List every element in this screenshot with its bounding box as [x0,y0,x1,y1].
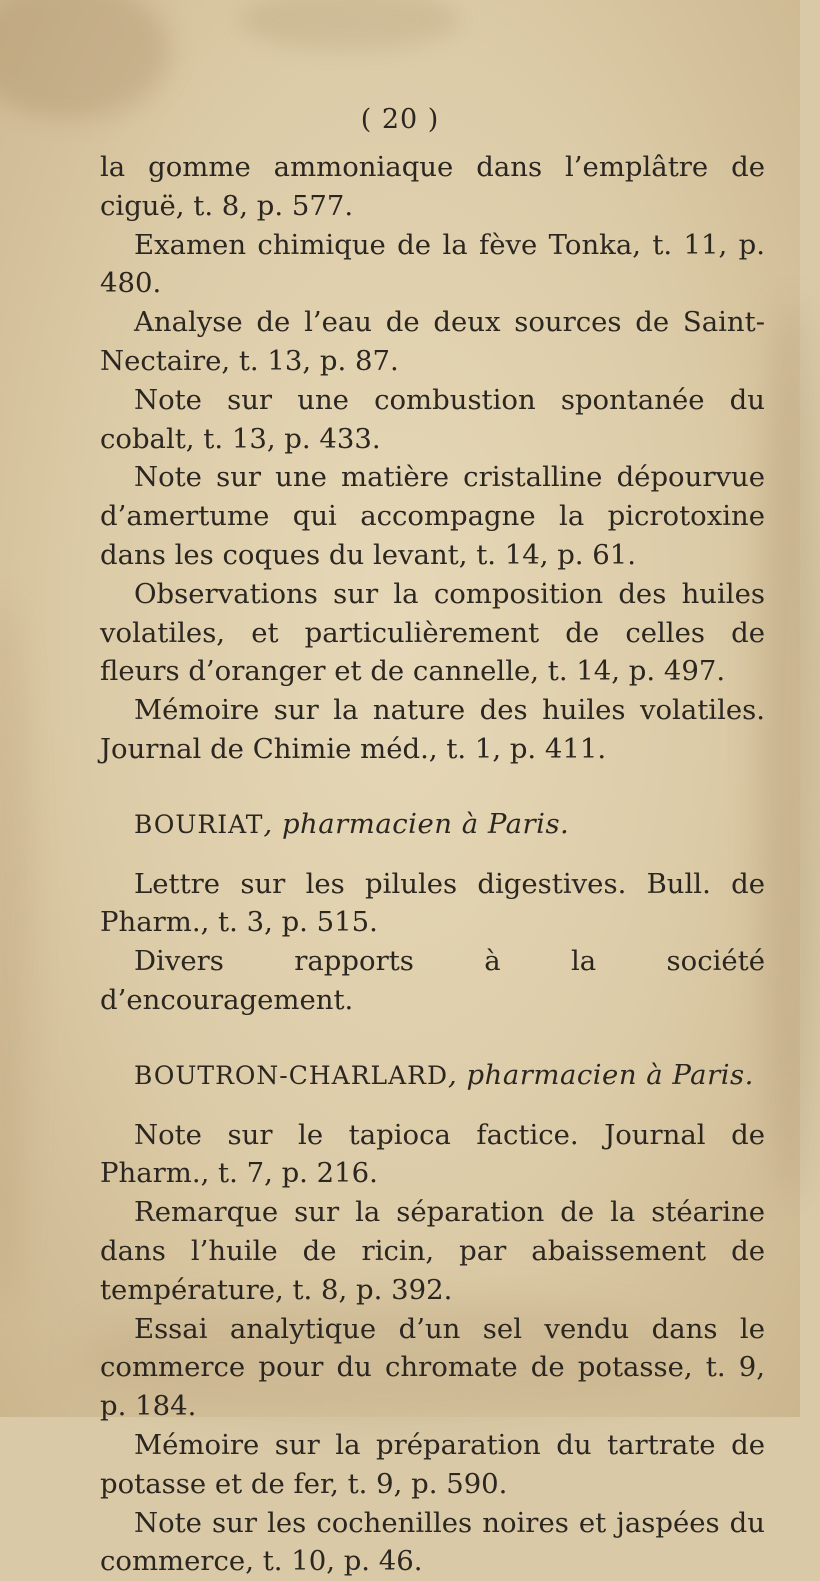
entry-paragraph: Remarque sur la séparation de la stéarine dans l’huile de ricin, par abaissement de température, t. 8, p. 392. [100,1193,765,1309]
entry-paragraph: Observations sur la composition des huiles volatiles, et particulièrement de celles de fleurs d’oranger et de cannelle, t. 14, p. 497. [100,575,765,691]
author-heading-boutron [100,1056,765,1096]
entry-paragraph: Examen chimique de la fève Tonka, t. 11, p. 480. [100,226,765,304]
paper-stain [240,0,460,50]
author-name: BOUTRON-CHARLARD [134,1061,448,1090]
entry-paragraph: Analyse de l’eau de deux sources de Saint-Nectaire, t. 13, p. 87. [100,303,765,381]
paper-stain [0,0,170,120]
entry-paragraph: Note sur les cochenilles noires et jaspées du commerce, t. 10, p. 46. [100,1504,765,1581]
entry-paragraph: Divers rapports à la société d’encouragement. [100,942,765,1020]
entry-paragraph: la gomme ammoniaque dans l’emplâtre de ciguë, t. 8, p. 577. [100,148,765,226]
page-number: ( 20 ) [0,104,800,135]
paper-stain [760,300,820,1200]
entry-paragraph: Lettre sur les pilules digestives. Bull. de Pharm., t. 3, p. 515. [100,865,765,943]
entry-paragraph: Mémoire sur la préparation du tartrate de potasse et de fer, t. 9, p. 590. [100,1426,765,1504]
entry-paragraph: Note sur une combustion spontanée du cobalt, t. 13, p. 433. [100,381,765,459]
paper-stain [0,600,30,1300]
author-role: , pharmacien à Paris. [263,808,569,840]
author-name: BOURIAT [134,810,263,839]
entry-paragraph: Note sur le tapioca factice. Journal de Pharm., t. 7, p. 216. [100,1116,765,1194]
page-text [100,148,765,1581]
author-heading-bouriat [100,805,765,845]
author-role: , pharmacien à Paris. [448,1059,754,1091]
entry-paragraph: Note sur une matière cristalline dépourvue d’amertume qui accompagne la picrotoxine dans les coques du levant, t. 14, p. 61. [100,458,765,574]
entry-paragraph: Essai analytique d’un sel vendu dans le commerce pour du chromate de potasse, t. 9, p. 184. [100,1310,765,1426]
entry-paragraph: Mémoire sur la nature des huiles volatiles. Journal de Chimie méd., t. 1, p. 411. [100,691,765,769]
